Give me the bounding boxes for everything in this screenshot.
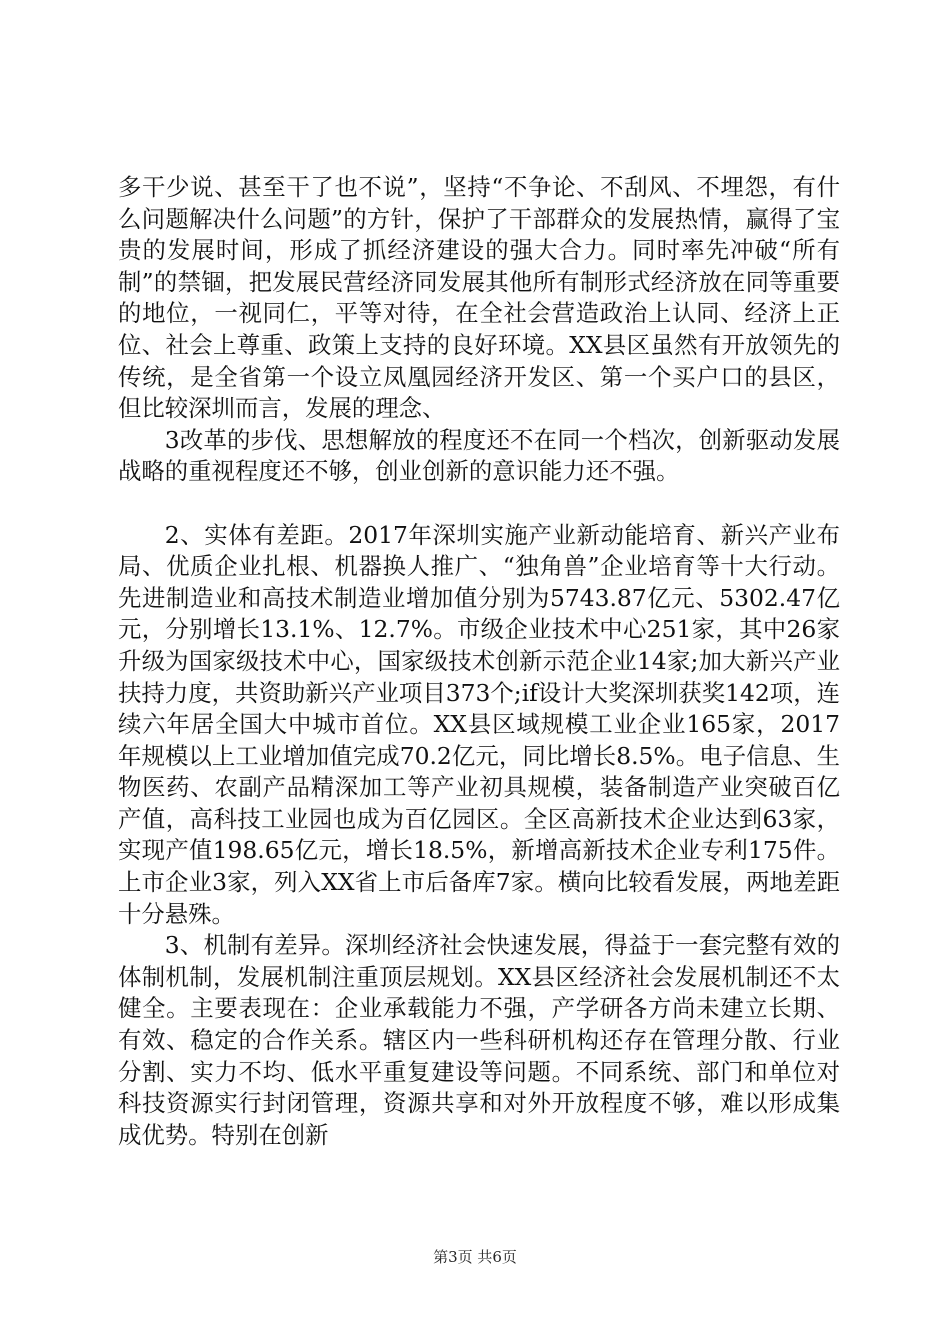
body-text	[118, 172, 840, 1151]
paragraph-entity-gap: 2、实体有差距。2017年深圳实施产业新动能培育、新兴产业布局、优质企业扎根、机器换人推广、“独角兽”企业培育等十大行动。先进制造业和高技术制造业增加值分别为5743.87亿元、5302.47亿元，分别增长13.1%、12.7%。市级企业技术中心251家，其中26家升级为国家级技术中心，国家级技术创新示范企业14家;加大新兴产业扶持力度，共资助新兴产业项目373个;if设计大奖深圳获奖142项，连续六年居全国大中城市首位。XX县区域规模工业企业165家，2017年规模以上工业增加值完成70.2亿元，同比增长8.5%。电子信息、生物医药、农副产品精深加工等产业初具规模，装备制造产业突破百亿产值，高科技工业园也成为百亿园区。全区高新技术企业达到63家，实现产值198.65亿元，增长18.5%，新增高新技术企业专利175件。上市企业3家，列入XX省上市后备库7家。横向比较看发展，两地差距十分悬殊。	[118, 520, 840, 928]
paragraph-mechanism-gap: 3、机制有差异。深圳经济社会快速发展，得益于一套完整有效的体制机制，发展机制注重顶层规划。XX县区经济社会发展机制还不太健全。主要表现在：企业承载能力不强，产学研各方尚未建立长期、有效、稳定的合作关系。辖区内一些科研机构还存在管理分散、行业分割、实力不均、低水平重复建设等问题。不同系统、部门和单位对科技资源实行封闭管理，资源共享和对外开放程度不够，难以形成集成优势。特别在创新	[118, 931, 840, 1149]
paragraph-continuation: 多干少说、甚至干了也不说”，坚持“不争论、不刮风、不埋怨，有什么问题解决什么问题”的方针，保护了干部群众的发展热情，赢得了宝贵的发展时间，形成了抓经济建设的强大合力。同时率先冲破“所有制”的禁锢，把发展民营经济同发展其他所有制形式经济放在同等重要的地位，一视同仁，平等对待，在全社会营造政治上认同、经济上正位、社会上尊重、政策上支持的良好环境。XX县区虽然有开放领先的传统，是全省第一个设立凤凰园经济开发区、第一个买户口的县区，但比较深圳而言，发展的理念、	[118, 173, 840, 423]
page-footer: 第3页 共6页	[433, 1248, 517, 1266]
paragraph-reform-pace: 3改革的步伐、思想解放的程度还不在同一个档次，创新驱动发展战略的重视程度还不够，创业创新的意识能力还不强。	[118, 425, 840, 486]
